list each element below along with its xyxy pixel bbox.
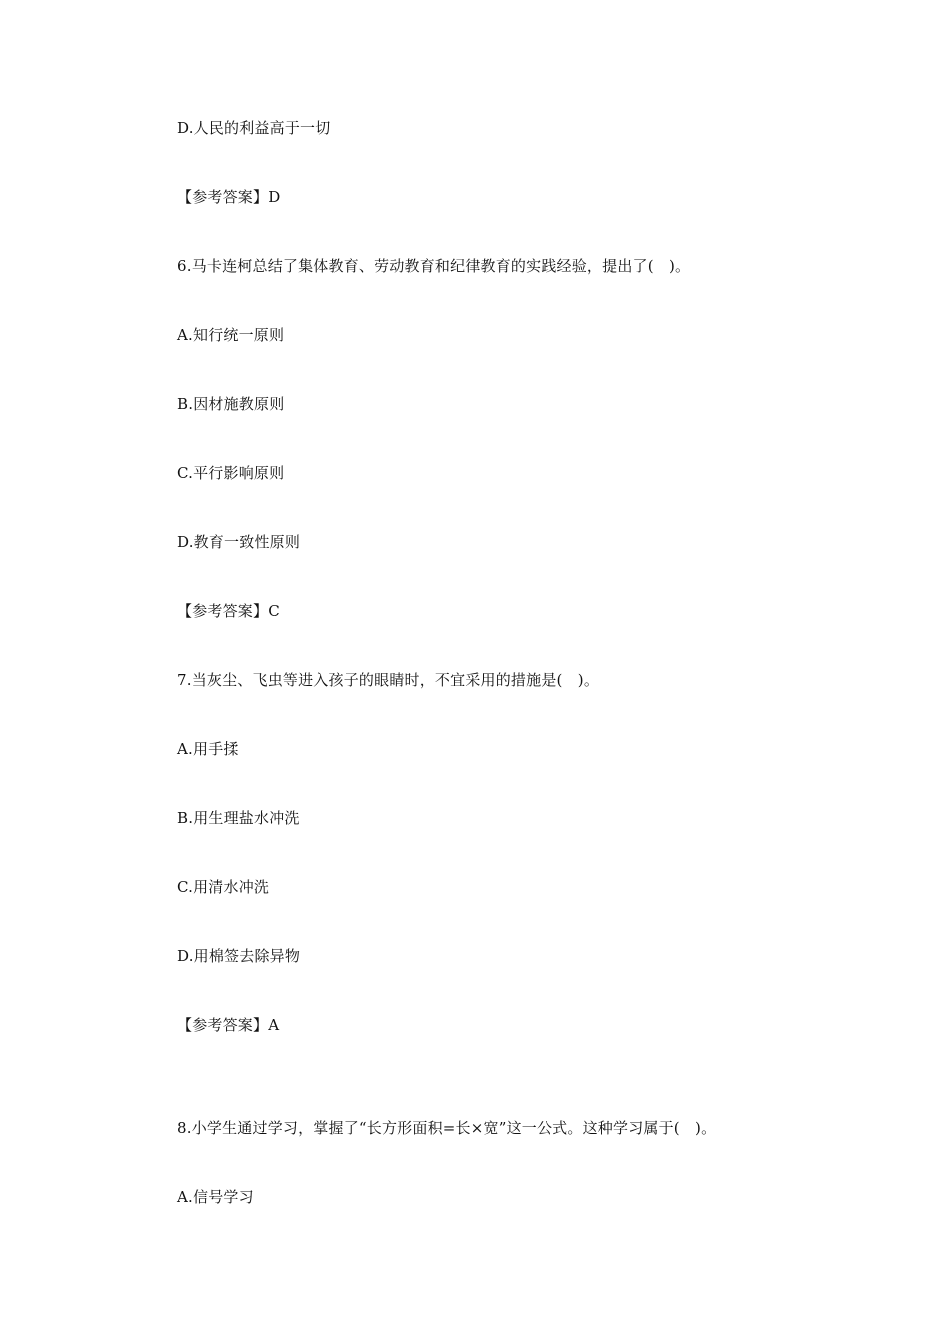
option-a-q7: A.用手揉 <box>177 740 239 758</box>
option-c-q7: C.用清水冲洗 <box>177 878 270 896</box>
option-d-q6: D.教育一致性原则 <box>177 533 301 551</box>
option-d-q7: D.用棉签去除异物 <box>177 947 301 965</box>
answer-q6: 【参考答案】C <box>177 602 280 620</box>
option-a-q6: A.知行统一原则 <box>177 326 285 344</box>
option-d-q5: D.人民的利益高于一切 <box>177 119 331 137</box>
option-a-q8: A.信号学习 <box>177 1188 254 1206</box>
question-7: 7.当灰尘、飞虫等进入孩子的眼睛时，不宜采用的措施是( )。 <box>177 671 600 689</box>
option-b-q7: B.用生理盐水冲洗 <box>177 809 300 827</box>
answer-q5: 【参考答案】D <box>177 188 281 206</box>
option-b-q6: B.因材施教原则 <box>177 395 285 413</box>
answer-q7: 【参考答案】A <box>177 1016 280 1034</box>
question-6: 6.马卡连柯总结了集体教育、劳动教育和纪律教育的实践经验，提出了( )。 <box>177 257 691 275</box>
option-c-q6: C.平行影响原则 <box>177 464 285 482</box>
question-8: 8.小学生通过学习，掌握了“长方形面积=长×宽”这一公式。这种学习属于( )。 <box>177 1119 717 1137</box>
